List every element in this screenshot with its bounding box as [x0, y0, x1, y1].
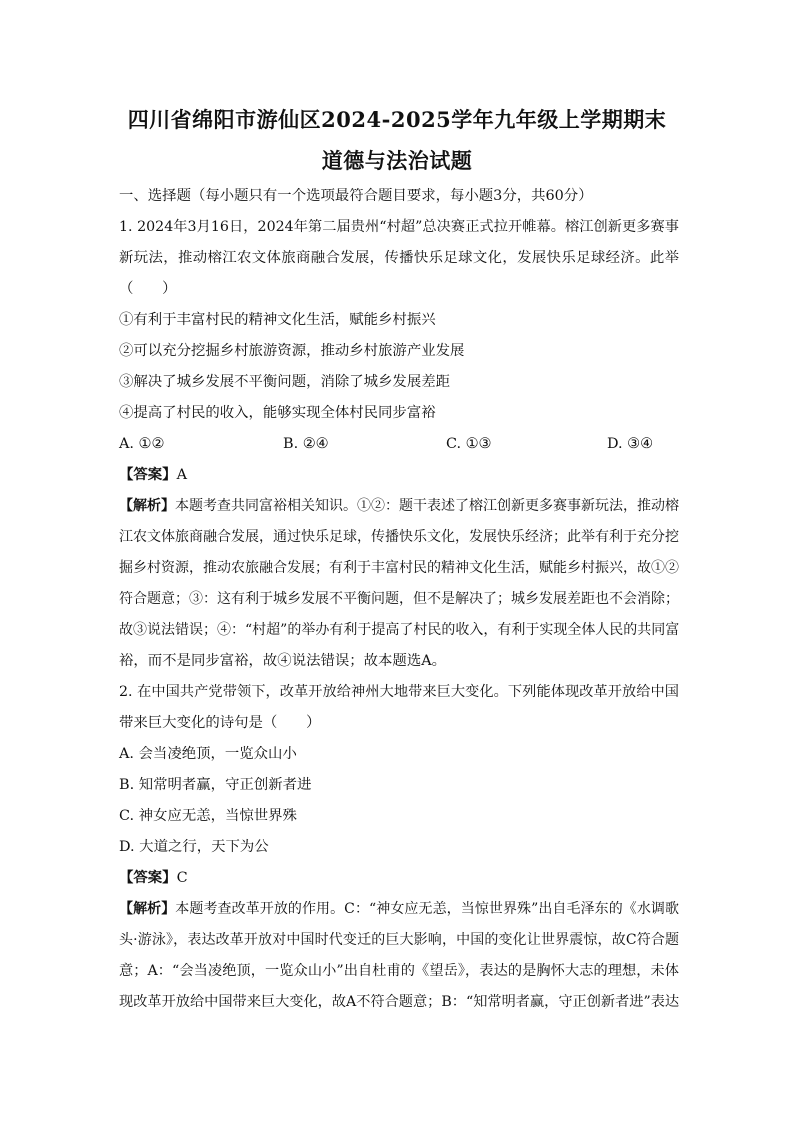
q1-statement-2: ②可以充分挖掘乡村旅游资源，推动乡村旅游产业发展	[119, 343, 465, 359]
answer-value: C	[176, 870, 188, 886]
q1-statement-3: ③解决了城乡发展不平衡问题，消除了城乡发展差距	[119, 374, 450, 390]
q2-analysis-line-3: 意；A：“会当凌绝顶，一览众山小”出自杜甫的《望岳》，表达的是胸怀大志的理想，未体	[119, 963, 679, 979]
q2-option-b: B. 知常明者赢，守正创新者进	[119, 777, 312, 793]
q1-analysis-line-4: 符合题意；③：这有利于城乡发展不平衡问题，但不是解决了；城乡发展差距也不会消除；	[119, 591, 679, 607]
q1-analysis-line-5: 故③说法错误；④：“村超”的举办有利于提高了村民的收入，有利于实现全体人民的共同富	[119, 622, 680, 638]
analysis-label: 【解析】	[119, 498, 175, 514]
q1-analysis-line-2: 江农文体旅商融合发展，通过快乐足球，传播快乐文化，发展快乐经济；此举有利于充分挖	[119, 529, 679, 545]
q1-answer	[119, 465, 679, 485]
answer-label: 【答案】	[119, 869, 177, 886]
q1-stem-line-2: 新玩法，推动榕江农文体旅商融合发展，传播快乐足球文化，发展快乐足球经济。此举	[119, 250, 679, 266]
q1-statement-1: ①有利于丰富村民的精神文化生活，赋能乡村振兴	[119, 312, 436, 328]
q1-stem-line-1: 1. 2024年3月16日，2024年第二届贵州“村超”总决赛正式拉开帷幕。榕江创新更多赛事	[119, 219, 679, 235]
analysis-text: 本题考查共同富裕相关知识。①②：题干表述了榕江创新更多赛事新玩法，推动榕	[175, 498, 679, 514]
q1-option-c: C. ①③	[446, 436, 492, 452]
q2-stem-line-2: 带来巨大变化的诗句是（ ）	[119, 715, 321, 731]
q2-analysis-line-4: 现改革开放给中国带来巨大变化，故A不符合题意；B：“知常明者赢，守正创新者进”表达	[119, 994, 680, 1010]
answer-label: 【答案】	[119, 466, 177, 483]
q1-option-b: B. ②④	[283, 436, 329, 452]
analysis-text: 本题考查改革开放的作用。C：“神女应无恙，当惊世界殊”出自毛泽东的《水调歌	[175, 901, 679, 917]
q2-answer	[119, 868, 679, 888]
q1-analysis-line-6: 裕，而不是同步富裕，故④说法错误；故本题选A。	[119, 653, 446, 669]
q1-analysis-line-1	[119, 496, 679, 516]
q1-statement-4: ④提高了村民的收入，能够实现全体村民同步富裕	[119, 405, 436, 421]
q2-option-c: C. 神女应无恙，当惊世界殊	[119, 808, 297, 824]
section-heading: 一、选择题（每小题只有一个选项最符合题目要求，每小题3分，共60分）	[119, 188, 593, 204]
q2-analysis-line-2: 头·游泳》，表达改革开放对中国时代变迁的巨大影响，中国的变化让世界震惊，故C符合题	[119, 932, 679, 948]
q1-option-d: D. ③④	[607, 436, 653, 452]
q2-stem-line-1: 2. 在中国共产党带领下，改革开放给神州大地带来巨大变化。下列能体现改革开放给中国	[119, 684, 679, 700]
document-title: 四川省绵阳市游仙区2024-2025学年九年级上学期期末	[127, 107, 667, 132]
document-subtitle: 道德与法治试题	[321, 148, 473, 173]
answer-value: A	[176, 467, 187, 483]
q1-stem-line-3: （ ）	[119, 281, 177, 297]
analysis-label: 【解析】	[119, 901, 176, 917]
q1-option-a: A. ①②	[119, 436, 165, 452]
q1-analysis-line-3: 掘乡村资源，推动农旅融合发展；有利于丰富村民的精神文化生活，赋能乡村振兴，故①②	[119, 560, 679, 576]
q2-option-a: A. 会当凌绝顶，一览众山小	[119, 746, 297, 762]
q2-option-d: D. 大道之行，天下为公	[119, 839, 269, 855]
q2-analysis-line-1	[119, 899, 679, 919]
